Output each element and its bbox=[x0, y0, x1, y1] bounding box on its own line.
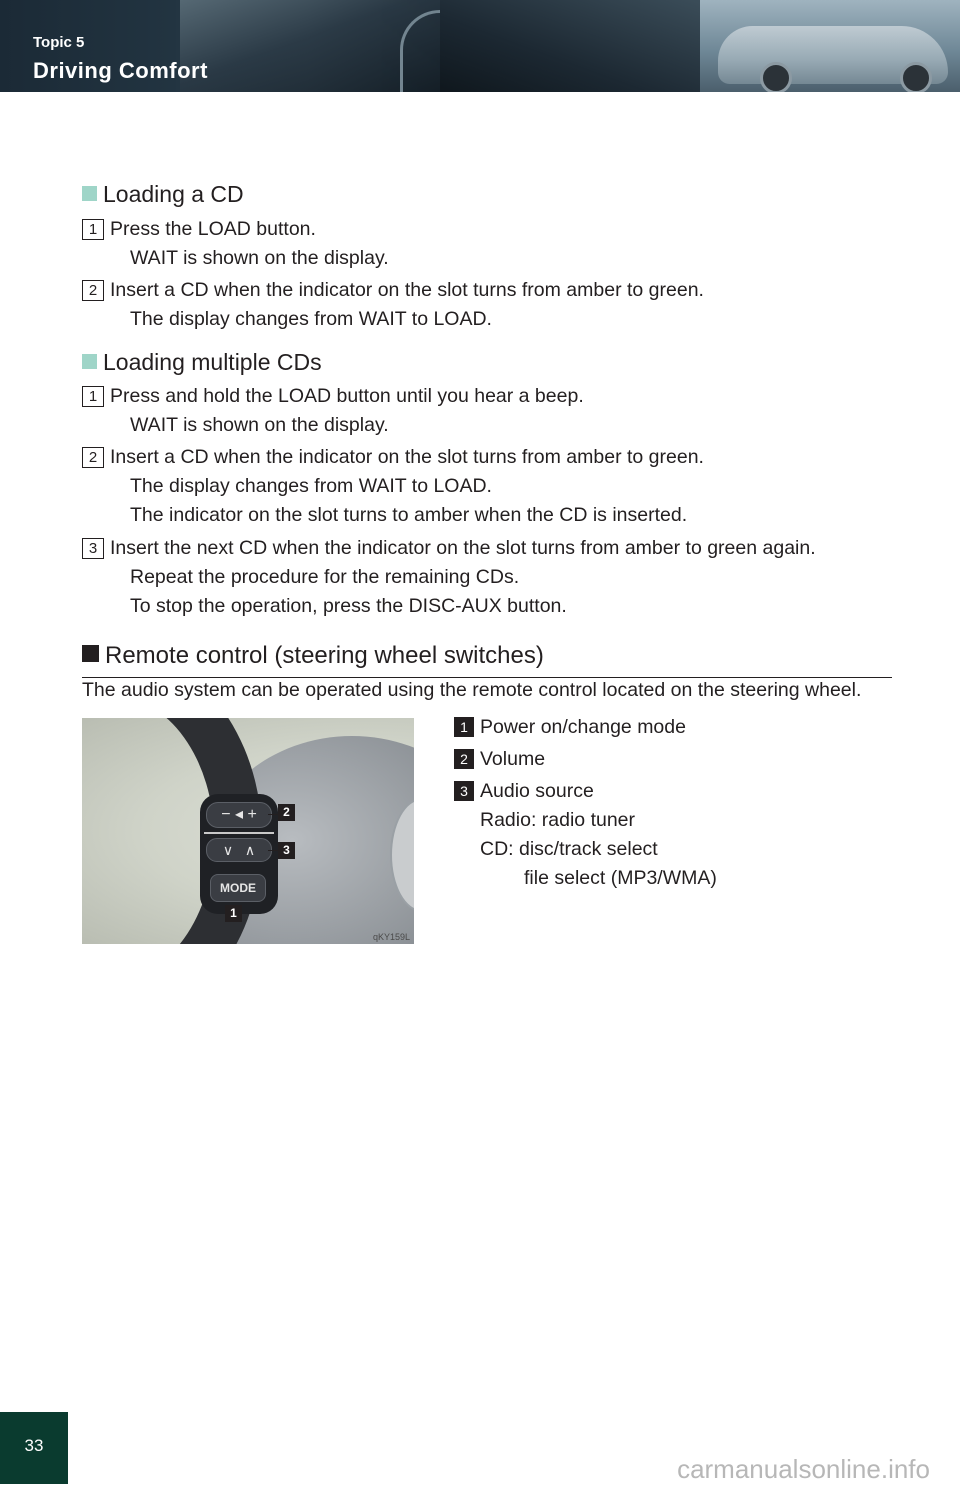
legend-text: Volume bbox=[480, 748, 546, 770]
step-number-box: 2 bbox=[82, 280, 104, 301]
step-note: The indicator on the slot turns to amber when the CD is inserted. bbox=[130, 504, 688, 526]
step-text: Insert the next CD when the indicator on the slot turns from amber to green again. bbox=[110, 537, 816, 559]
step-item bbox=[82, 446, 704, 469]
section-heading-loading-cd bbox=[82, 181, 244, 208]
topic-header-banner bbox=[0, 0, 960, 92]
section-heading-text: Remote control (steering wheel switches) bbox=[105, 642, 544, 669]
step-note: WAIT is shown on the display. bbox=[130, 247, 389, 269]
step-note: WAIT is shown on the display. bbox=[130, 414, 389, 436]
steering-switch-panel bbox=[200, 794, 278, 914]
switch-divider bbox=[204, 832, 274, 834]
legend-number-box: 3 bbox=[454, 781, 474, 801]
topic-label: Topic 5 bbox=[33, 34, 85, 51]
section-heading-text: Loading multiple CDs bbox=[103, 349, 322, 375]
step-note: Repeat the procedure for the remaining CDs. bbox=[130, 566, 520, 588]
callout-1-marker: 1 bbox=[225, 905, 242, 922]
legend-number-box: 2 bbox=[454, 749, 474, 769]
step-item bbox=[82, 218, 316, 241]
car-rear-wheel bbox=[900, 62, 932, 92]
remote-intro-text: The audio system can be operated using the remote control located on the steering wheel. bbox=[82, 679, 862, 701]
step-text: Press and hold the LOAD button until you hear a beep. bbox=[110, 385, 584, 407]
callout-3-marker: 3 bbox=[278, 842, 295, 859]
section-divider bbox=[82, 677, 892, 678]
section-square-icon bbox=[82, 354, 97, 369]
seek-switch: ∨ ∧ bbox=[206, 838, 272, 862]
step-note: The display changes from WAIT to LOAD. bbox=[130, 475, 492, 497]
volume-switch: − ◂ + bbox=[206, 802, 272, 828]
step-note: To stop the operation, press the DISC-AUX button. bbox=[130, 595, 567, 617]
section-heading-remote-control bbox=[82, 642, 544, 670]
step-item bbox=[82, 279, 704, 302]
step-text: Press the LOAD button. bbox=[110, 218, 316, 240]
legend-item bbox=[454, 780, 594, 803]
legend-subtext: CD: disc/track select bbox=[480, 838, 658, 860]
step-item bbox=[82, 385, 584, 408]
legend-item bbox=[454, 748, 545, 771]
legend-subtext: file select (MP3/WMA) bbox=[524, 867, 717, 889]
section-square-icon bbox=[82, 645, 99, 662]
step-item bbox=[82, 537, 816, 560]
step-number-box: 1 bbox=[82, 386, 104, 407]
step-text: Insert a CD when the indicator on the slot turns from amber to green. bbox=[110, 446, 704, 468]
legend-subtext: Radio: radio tuner bbox=[480, 809, 636, 831]
callout-2-marker: 2 bbox=[278, 804, 295, 821]
legend-text: Power on/change mode bbox=[480, 716, 686, 738]
section-heading-text: Loading a CD bbox=[103, 181, 244, 207]
car-front-wheel bbox=[760, 62, 792, 92]
step-number-box: 3 bbox=[82, 538, 104, 559]
image-code: qKY159L bbox=[372, 932, 410, 942]
legend-item bbox=[454, 716, 686, 739]
topic-title: Driving Comfort bbox=[33, 58, 208, 83]
watermark-text: carmanualsonline.info bbox=[677, 1454, 930, 1484]
step-number-box: 1 bbox=[82, 219, 104, 240]
header-photo-door bbox=[180, 0, 440, 92]
steering-wheel-figure bbox=[82, 718, 414, 944]
section-heading-loading-multiple bbox=[82, 349, 322, 376]
mode-switch: MODE bbox=[210, 874, 266, 902]
step-note: The display changes from WAIT to LOAD. bbox=[130, 308, 492, 330]
legend-number-box: 1 bbox=[454, 717, 474, 737]
legend-text: Audio source bbox=[480, 780, 594, 802]
step-number-box: 2 bbox=[82, 447, 104, 468]
step-text: Insert a CD when the indicator on the slot turns from amber to green. bbox=[110, 279, 704, 301]
header-photo-interior bbox=[440, 0, 700, 92]
section-square-icon bbox=[82, 186, 97, 201]
page-number: 33 bbox=[0, 1412, 68, 1484]
